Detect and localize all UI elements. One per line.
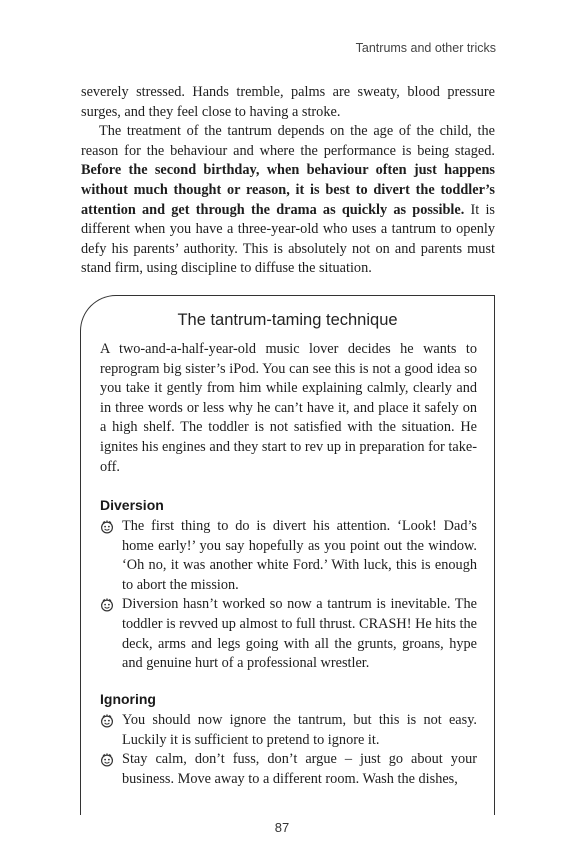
child-face-icon (100, 753, 114, 767)
child-face-icon (100, 598, 114, 612)
diversion-list (100, 517, 477, 674)
list-item-text: Diversion hasn’t worked so now a tantrum is inevitable. The toddler is revved up almost to full thrust. CRASH! He hits the deck, arms and legs going with all the grunts, groans, hype and genuine hurt of a professional wrestler. (122, 596, 478, 672)
paragraph-2 (81, 122, 495, 279)
box-title: The tantrum-taming technique (177, 311, 398, 329)
list-item-text: Stay calm, don’t fuss, don’t argue – just go about your business. Move away to a different room. Wash the dishes, (122, 751, 477, 787)
paragraph-2-bold: Before the second birthday, when behaviour often just happens without much thought or reason, it is best to divert the toddler’s attention and get through the drama as quickly as possible. (81, 162, 495, 218)
page-number: 87 (274, 820, 290, 835)
list-item (100, 711, 477, 750)
ignoring-list (100, 711, 477, 789)
list-item-text: The first thing to do is divert his attention. ‘Look! Dad’s home early!’ you say hopefully as you point out the window. ‘Oh no, it was another white Ford.’ With luck, this is enough to abort the mission. (122, 518, 477, 593)
tip-box (80, 295, 495, 815)
paragraph-1: severely stressed. Hands tremble, palms are sweaty, blood pressure surges, and they feel close to having a stroke. (81, 84, 495, 120)
subhead-ignoring: Ignoring (100, 691, 156, 707)
body-text (81, 83, 495, 279)
list-item-text: You should now ignore the tantrum, but this is not easy. Luckily it is sufficient to pretend to ignore it. (122, 712, 477, 748)
paragraph-2-start: The treatment of the tantrum depends on the age of the child, the reason for the behaviour and where the performance is being staged. (81, 123, 495, 159)
list-item (100, 595, 477, 673)
running-head: Tantrums and other tricks (355, 41, 496, 55)
child-face-icon (100, 520, 114, 534)
box-intro: A two-and-a-half-year-old music lover decides he wants to reprogram big sister’s iPod. You can see this is not a good idea so you take it gently from him while explaining calmly, clearly and in three words or less why he can’t have it, and place it safely on a high shelf. The toddler is not satisfied with the situation. He ignites his engines and they start to rev up in preparation for take-off. (100, 341, 477, 475)
list-item (100, 750, 477, 789)
subhead-diversion: Diversion (100, 497, 164, 513)
paragraph-2-end: It is different when you have a three-year-old who uses a tantrum to openly defy his parents’ authority. This is absolutely not on and parents must stand firm, using discipline to diffuse the situation. (81, 201, 495, 277)
list-item (100, 517, 477, 595)
child-face-icon (100, 714, 114, 728)
